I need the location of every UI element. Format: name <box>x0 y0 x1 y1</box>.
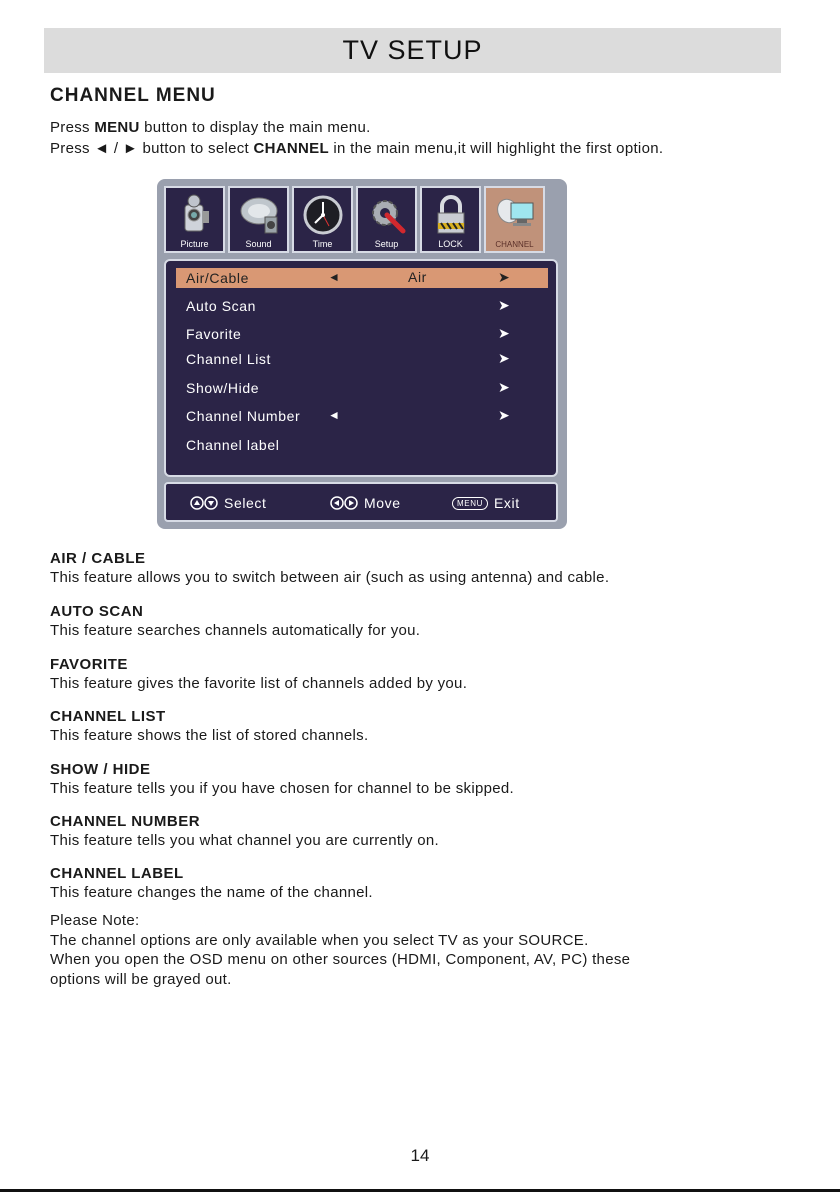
right-arrow-icon[interactable]: ➤ <box>498 297 511 313</box>
tab-label: Setup <box>374 239 399 249</box>
intro-bold: MENU <box>94 119 140 136</box>
left-right-keys-icon <box>330 496 358 510</box>
note-line: The channel options are only available when you select TV as your SOURCE. <box>50 931 589 949</box>
tab-sound[interactable] <box>228 186 289 253</box>
menu-item-label: Channel List <box>186 351 272 367</box>
right-arrow-icon[interactable]: ➤ <box>498 407 511 423</box>
feature-title: FAVORITE <box>50 656 128 673</box>
feature-desc: This feature tells you if you have chosen for channel to be skipped. <box>50 780 514 797</box>
feature-show-hide <box>50 761 514 798</box>
footer-exit <box>452 495 520 511</box>
speaker-icon <box>237 193 281 237</box>
feature-desc: This feature gives the favorite list of channels added by you. <box>50 675 468 692</box>
left-arrow-icon[interactable]: ◄ <box>328 270 341 284</box>
right-arrow-icon[interactable]: ➤ <box>498 350 511 366</box>
please-note <box>50 911 630 989</box>
right-arrow-icon[interactable]: ➤ <box>498 269 511 285</box>
note-line: options will be grayed out. <box>50 970 232 988</box>
page-number: 14 <box>410 1146 430 1165</box>
footer-move <box>330 495 401 511</box>
feature-desc: This feature changes the name of the channel. <box>50 884 373 901</box>
feature-desc: This feature shows the list of stored channels. <box>50 727 369 744</box>
menu-item-auto-scan[interactable] <box>176 296 548 316</box>
menu-item-label: Auto Scan <box>186 298 256 314</box>
intro-line-2 <box>50 140 663 157</box>
left-arrow-icon[interactable]: ◄ <box>328 408 341 422</box>
satellite-monitor-icon <box>493 193 537 237</box>
intro-text: button to display the main menu. <box>139 119 371 136</box>
clock-icon <box>301 193 345 237</box>
feature-channel-list <box>50 708 368 745</box>
menu-item-show-hide[interactable] <box>176 378 548 398</box>
feature-favorite <box>50 656 467 693</box>
menu-item-value: Air <box>408 269 427 285</box>
feature-title: CHANNEL LABEL <box>50 865 184 882</box>
feature-title: AIR / CABLE <box>50 550 146 567</box>
menu-item-label: Air/Cable <box>186 270 249 286</box>
intro-line-1 <box>50 119 371 136</box>
intro-bold: CHANNEL <box>253 140 329 157</box>
feature-title: AUTO SCAN <box>50 603 144 620</box>
feature-title: CHANNEL LIST <box>50 708 166 725</box>
menu-item-favorite[interactable] <box>176 324 548 344</box>
feature-channel-number <box>50 813 439 850</box>
channel-menu-panel <box>164 259 558 477</box>
menu-item-channel-number[interactable] <box>176 406 548 426</box>
menu-item-channel-label[interactable] <box>176 435 548 455</box>
menu-key-icon: MENU <box>452 497 488 510</box>
intro-text: Press <box>50 119 95 136</box>
feature-desc: This feature allows you to switch between air (such as using antenna) and cable. <box>50 569 610 586</box>
feature-air-cable <box>50 550 609 587</box>
osd-tab-row <box>164 186 545 253</box>
tab-label: Picture <box>180 239 209 249</box>
wrench-icon <box>365 193 409 237</box>
page-title: TV SETUP <box>342 35 483 65</box>
right-arrow-icon[interactable]: ➤ <box>498 325 511 341</box>
camcorder-icon <box>175 193 215 237</box>
osd-menu <box>157 179 567 529</box>
padlock-icon <box>429 193 473 237</box>
note-line: When you open the OSD menu on other sources (HDMI, Component, AV, PC) these <box>50 951 631 968</box>
osd-footer <box>164 482 558 522</box>
menu-item-air-cable[interactable] <box>176 268 548 288</box>
feature-desc: This feature tells you what channel you are currently on. <box>50 832 439 849</box>
footer-move-label: Move <box>364 495 401 511</box>
section-title: CHANNEL MENU <box>50 85 216 106</box>
menu-item-label: Show/Hide <box>186 380 260 396</box>
tab-lock[interactable] <box>420 186 481 253</box>
menu-item-channel-list[interactable] <box>176 349 548 369</box>
tab-label: LOCK <box>438 239 463 249</box>
tab-setup[interactable] <box>356 186 417 253</box>
tab-label: Time <box>312 239 333 249</box>
menu-item-label: Channel Number <box>186 408 301 424</box>
feature-title: CHANNEL NUMBER <box>50 813 201 830</box>
intro-text: Press ◄ / ► button to select <box>50 140 254 157</box>
menu-item-label: Favorite <box>186 326 242 342</box>
page-header <box>44 28 781 73</box>
feature-desc: This feature searches channels automatically for you. <box>50 622 421 639</box>
tab-label: Sound <box>245 239 272 249</box>
tab-time[interactable] <box>292 186 353 253</box>
feature-channel-label <box>50 865 373 902</box>
feature-title: SHOW / HIDE <box>50 761 151 778</box>
tab-label: CHANNEL <box>495 240 534 249</box>
menu-item-label: Channel label <box>186 437 280 453</box>
up-down-keys-icon <box>190 496 218 510</box>
intro-text: in the main menu,it will highlight the first option. <box>328 140 664 157</box>
footer-select <box>190 495 267 511</box>
footer-exit-label: Exit <box>493 495 520 511</box>
feature-auto-scan <box>50 603 420 640</box>
footer-select-label: Select <box>224 495 267 511</box>
tab-picture[interactable] <box>164 186 225 253</box>
right-arrow-icon[interactable]: ➤ <box>498 379 511 395</box>
note-heading: Please Note: <box>50 912 140 929</box>
tab-channel[interactable] <box>484 186 545 253</box>
